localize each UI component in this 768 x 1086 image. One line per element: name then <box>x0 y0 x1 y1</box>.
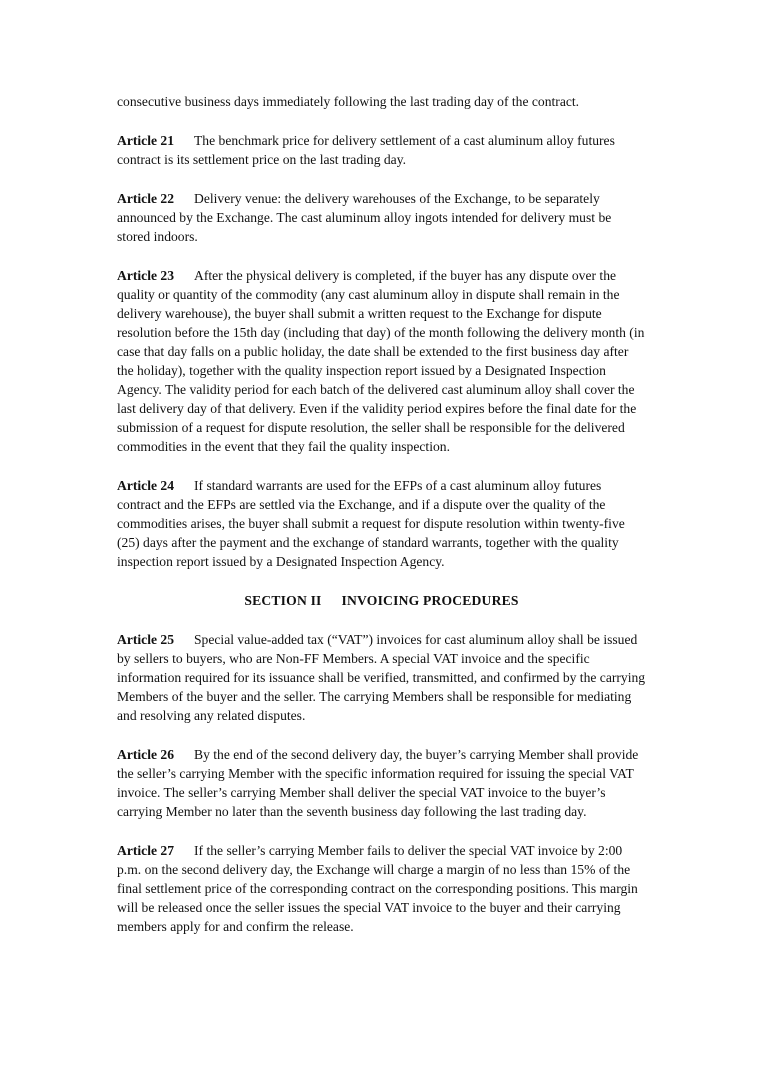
section-title: INVOICING PROCEDURES <box>341 593 519 608</box>
article-text: Delivery venue: the delivery warehouses of the Exchange, to be separately announced by the Exchange. The cast aluminum alloy ingots intended for delivery must be stored indoors. <box>117 191 612 244</box>
document-page <box>117 92 646 956</box>
article-23 <box>117 266 646 456</box>
article-label: Article 24 <box>117 478 174 493</box>
article-25 <box>117 630 646 725</box>
article-26 <box>117 745 646 821</box>
article-label: Article 26 <box>117 747 174 762</box>
section-heading <box>117 591 646 610</box>
article-text: If standard warrants are used for the EFPs of a cast aluminum alloy futures contract and the EFPs are settled via the Exchange, and if a dispute over the quality of the commodities arises, the buyer shall submit a request for dispute resolution within twenty-five (25) days after the payment and the exchange of standard warrants, together with the quality inspection report issued by a Designated Inspection Agency. <box>117 478 625 569</box>
intro-paragraph: consecutive business days immediately following the last trading day of the contract. <box>117 94 580 109</box>
article-text: Special value-added tax (“VAT”) invoices for cast aluminum alloy shall be issued by sellers to buyers, who are Non-FF Members. A special VAT invoice and the specific information required for its issuance shall be verified, transmitted, and confirmed by the carrying Members of the buyer and the seller. The carrying Members shall be responsible for mediating and resolving any related disputes. <box>117 632 646 723</box>
section-number: SECTION II <box>244 593 322 608</box>
article-label: Article 23 <box>117 268 174 283</box>
article-21 <box>117 131 646 169</box>
article-text: After the physical delivery is completed, if the buyer has any dispute over the quality or quantity of the commodity (any cast aluminum alloy in dispute shall remain in the delivery warehouse), the buyer shall submit a written request to the Exchange for dispute resolution before the 15th day (including that day) of the month following the delivery month (in case that day falls on a public holiday, the date shall be extended to the first business day after the holiday), together with the quality inspection report issued by a Designated Inspection Agency. The validity period for each batch of the delivered cast aluminum alloy shall cover the last delivery day of that delivery. Even if the validity period expires before the final date for the submission of a request for dispute resolution, the seller shall be responsible for the delivered commodities in the event that they fail the quality inspection. <box>117 268 645 454</box>
article-label: Article 25 <box>117 632 174 647</box>
article-label: Article 21 <box>117 133 174 148</box>
article-27 <box>117 841 646 936</box>
article-label: Article 27 <box>117 843 174 858</box>
article-22 <box>117 189 646 246</box>
article-text: By the end of the second delivery day, the buyer’s carrying Member shall provide the seller’s carrying Member with the specific information required for issuing the special VAT invoice. The seller’s carrying Member shall deliver the special VAT invoice to the buyer’s carrying Member no later than the seventh business day following the last trading day. <box>117 747 639 819</box>
article-text: If the seller’s carrying Member fails to deliver the special VAT invoice by 2:00 p.m. on the second delivery day, the Exchange will charge a margin of no less than 15% of the final settlement price of the corresponding contract on the corresponding positions. This margin will be released once the seller issues the special VAT invoice to the buyer and their carrying members apply for and confirm the release. <box>117 843 638 934</box>
article-text: The benchmark price for delivery settlement of a cast aluminum alloy futures contract is its settlement price on the last trading day. <box>117 133 615 167</box>
article-label: Article 22 <box>117 191 174 206</box>
article-24 <box>117 476 646 571</box>
